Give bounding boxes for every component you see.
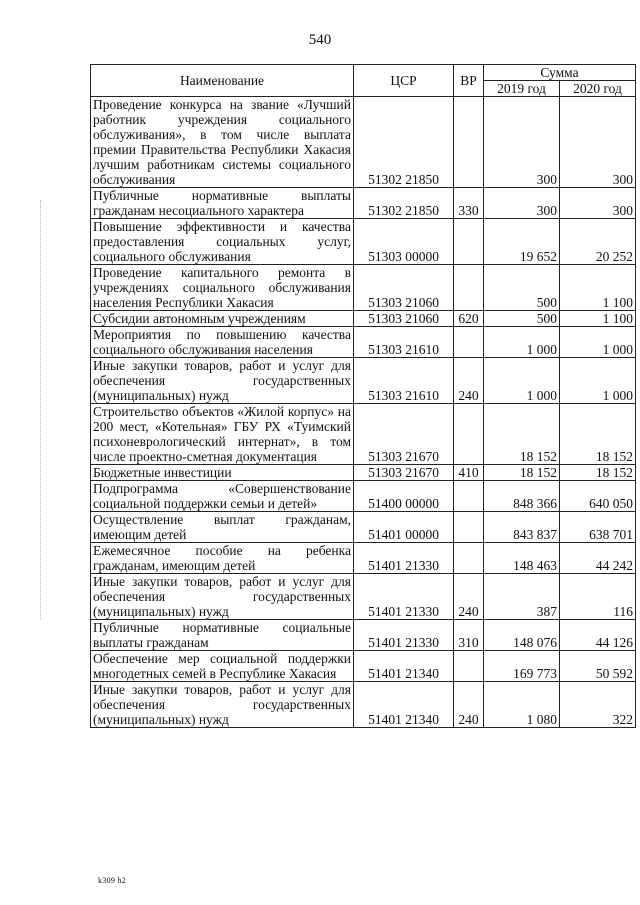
- row-amount-2019: 148 076: [484, 620, 560, 651]
- row-csr: 51303 21610: [354, 358, 454, 404]
- header-name: Наименование: [91, 65, 354, 97]
- row-amount-2019: 1 000: [484, 327, 560, 358]
- row-amount-2020: 638 701: [560, 512, 636, 543]
- row-vr: [454, 327, 484, 358]
- row-amount-2020: 44 242: [560, 543, 636, 574]
- table-row: [91, 465, 636, 481]
- row-vr: 240: [454, 358, 484, 404]
- row-amount-2020: 300: [560, 97, 636, 188]
- row-vr: [454, 219, 484, 265]
- row-amount-2020: 1 100: [560, 265, 636, 311]
- row-name: Мероприятия по повышению качества социального обслуживания населения: [91, 327, 354, 358]
- table-row: [91, 682, 636, 728]
- row-name: Подпрограмма «Совершенствование социальной поддержки семьи и детей»: [91, 481, 354, 512]
- row-vr: [454, 97, 484, 188]
- row-amount-2019: 18 152: [484, 404, 560, 465]
- row-vr: 620: [454, 311, 484, 327]
- header-year-2019: 2019 год: [484, 81, 560, 97]
- row-csr: 51303 00000: [354, 219, 454, 265]
- row-amount-2019: 19 652: [484, 219, 560, 265]
- row-name: Иные закупки товаров, работ и услуг для обеспечения государственных (муниципальных) нужд: [91, 358, 354, 404]
- row-csr: 51401 21340: [354, 682, 454, 728]
- row-amount-2020: 18 152: [560, 404, 636, 465]
- row-name: Иные закупки товаров, работ и услуг для обеспечения государственных (муниципальных) нужд: [91, 574, 354, 620]
- row-amount-2020: 116: [560, 574, 636, 620]
- row-amount-2019: 848 366: [484, 481, 560, 512]
- row-csr: 51401 21340: [354, 651, 454, 682]
- row-name: Бюджетные инвестиции: [91, 465, 354, 481]
- row-vr: 240: [454, 574, 484, 620]
- table-row: [91, 188, 636, 219]
- row-amount-2020: 1 000: [560, 327, 636, 358]
- row-amount-2019: 18 152: [484, 465, 560, 481]
- row-amount-2020: 640 050: [560, 481, 636, 512]
- row-csr: 51303 21060: [354, 311, 454, 327]
- budget-table: [90, 64, 636, 728]
- row-vr: 310: [454, 620, 484, 651]
- row-csr: 51303 21670: [354, 465, 454, 481]
- table-row: [91, 358, 636, 404]
- row-vr: 410: [454, 465, 484, 481]
- row-amount-2020: 1 100: [560, 311, 636, 327]
- row-csr: 51302 21850: [354, 188, 454, 219]
- row-amount-2019: 169 773: [484, 651, 560, 682]
- row-amount-2019: 1 080: [484, 682, 560, 728]
- row-csr: 51401 21330: [354, 543, 454, 574]
- row-amount-2020: 1 000: [560, 358, 636, 404]
- table-row: [91, 543, 636, 574]
- row-name: Ежемесячное пособие на ребенка гражданам, имеющим детей: [91, 543, 354, 574]
- row-name: Субсидии автономным учреждениям: [91, 311, 354, 327]
- table-row: [91, 327, 636, 358]
- row-csr: 51401 00000: [354, 512, 454, 543]
- row-name: Публичные нормативные выплаты гражданам несоциального характера: [91, 188, 354, 219]
- table-row: [91, 574, 636, 620]
- row-csr: 51303 21060: [354, 265, 454, 311]
- table-row: [91, 219, 636, 265]
- row-amount-2019: 300: [484, 188, 560, 219]
- row-name: Иные закупки товаров, работ и услуг для обеспечения государственных (муниципальных) нужд: [91, 682, 354, 728]
- table-row: [91, 651, 636, 682]
- header-row: [91, 65, 636, 81]
- row-amount-2019: 500: [484, 265, 560, 311]
- row-amount-2019: 300: [484, 97, 560, 188]
- row-csr: 51401 21330: [354, 574, 454, 620]
- table-row: [91, 97, 636, 188]
- row-amount-2020: 44 126: [560, 620, 636, 651]
- header-year-2020: 2020 год: [560, 81, 636, 97]
- header-csr: ЦСР: [354, 65, 454, 97]
- row-amount-2020: 322: [560, 682, 636, 728]
- row-amount-2020: 50 592: [560, 651, 636, 682]
- row-name: Осуществление выплат гражданам, имеющим детей: [91, 512, 354, 543]
- row-vr: [454, 265, 484, 311]
- footer-code: k309 h2: [98, 876, 127, 885]
- row-name: Проведение конкурса на звание «Лучший работник учреждения социального обслуживания», в том числе выплата премии Правительства Республики Хакасия лучшим работникам системы социального обслуживания: [91, 97, 354, 188]
- margin-mark: [40, 200, 42, 620]
- row-amount-2019: 148 463: [484, 543, 560, 574]
- row-name: Обеспечение мер социальной поддержки многодетных семей в Республике Хакасия: [91, 651, 354, 682]
- header-vr: ВР: [454, 65, 484, 97]
- row-csr: 51302 21850: [354, 97, 454, 188]
- row-vr: [454, 651, 484, 682]
- row-name: Строительство объектов «Жилой корпус» на 200 мест, «Котельная» ГБУ РХ «Туимский психоневрологический интернат», в том числе проектно-сметная документация: [91, 404, 354, 465]
- row-csr: 51303 21610: [354, 327, 454, 358]
- row-vr: [454, 512, 484, 543]
- row-csr: 51400 00000: [354, 481, 454, 512]
- table-row: [91, 265, 636, 311]
- table-row: [91, 311, 636, 327]
- row-vr: [454, 481, 484, 512]
- row-amount-2019: 500: [484, 311, 560, 327]
- table-row: [91, 404, 636, 465]
- row-amount-2020: 300: [560, 188, 636, 219]
- row-name: Публичные нормативные социальные выплаты гражданам: [91, 620, 354, 651]
- row-vr: [454, 543, 484, 574]
- page-number: 540: [308, 32, 332, 48]
- row-amount-2020: 18 152: [560, 465, 636, 481]
- table-row: [91, 512, 636, 543]
- row-amount-2019: 1 000: [484, 358, 560, 404]
- row-amount-2020: 20 252: [560, 219, 636, 265]
- row-name: Повышение эффективности и качества предоставления социальных услуг, социального обслуживания: [91, 219, 354, 265]
- header-sum: Сумма: [484, 65, 636, 81]
- row-vr: 330: [454, 188, 484, 219]
- row-csr: 51401 21330: [354, 620, 454, 651]
- row-amount-2019: 843 837: [484, 512, 560, 543]
- row-vr: 240: [454, 682, 484, 728]
- row-name: Проведение капитального ремонта в учреждениях социального обслуживания населения Республики Хакасия: [91, 265, 354, 311]
- row-vr: [454, 404, 484, 465]
- row-amount-2019: 387: [484, 574, 560, 620]
- table-row: [91, 620, 636, 651]
- table-row: [91, 481, 636, 512]
- row-csr: 51303 21670: [354, 404, 454, 465]
